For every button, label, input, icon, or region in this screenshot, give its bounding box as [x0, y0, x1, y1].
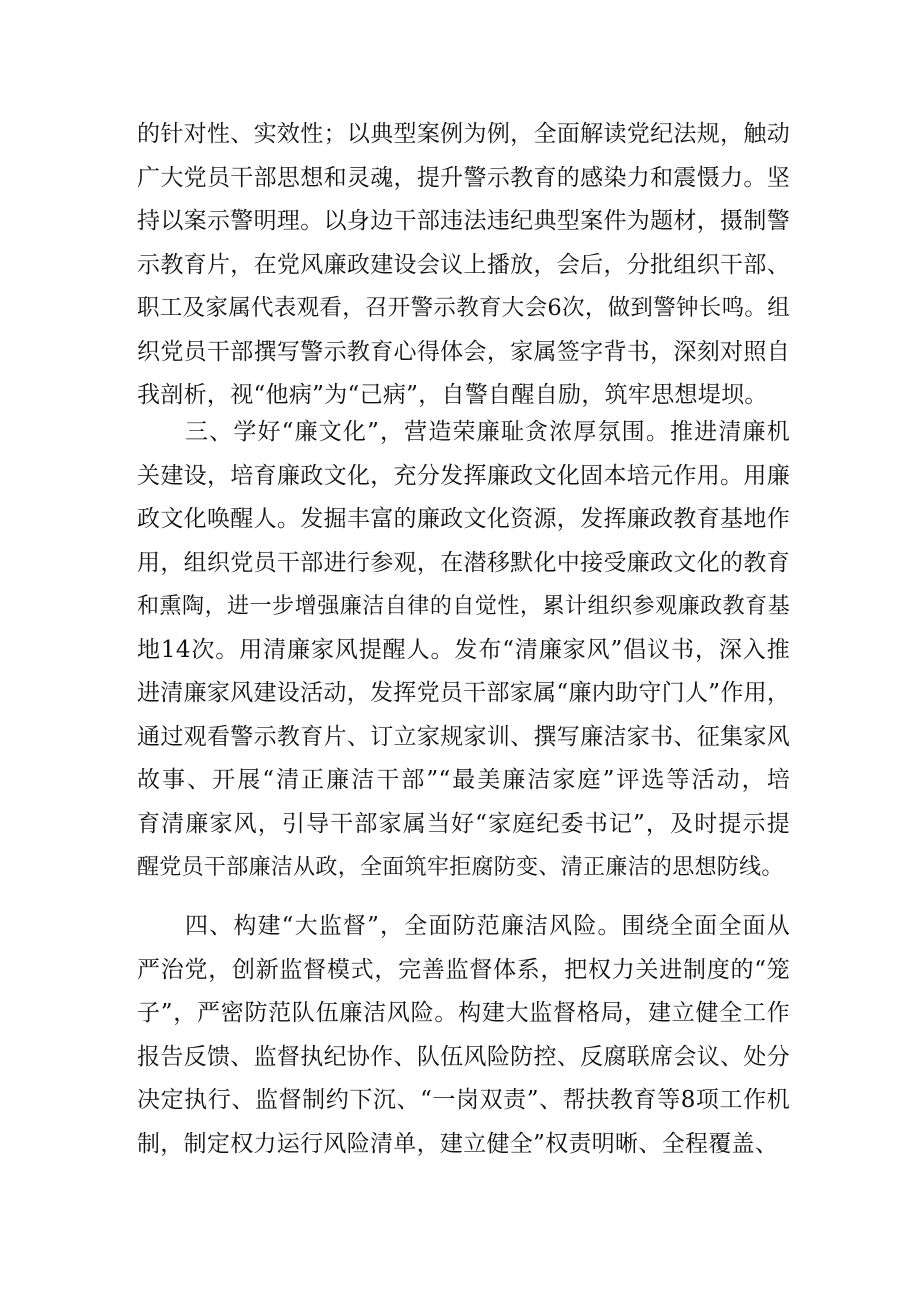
text-line: 故事、开展“清正廉洁干部”“最美廉洁家庭”评选等活动，培 [137, 767, 790, 793]
text-line: 我剖析，视“他病”为“己病”，自警自醒自励，筑牢思想堤坝。 [137, 382, 768, 408]
paragraph-warning-education [137, 113, 790, 418]
section-heading-line: 四、构建“大监督”，全面防范廉洁风险。围绕全面全面从 [185, 913, 790, 939]
section-heading-line: 三、学好“廉文化”，营造荣廉耻贪浓厚氛围。推进清廉机 [185, 419, 790, 445]
text-line: 决定执行、监督制约下沉、“一岗双责”、帮扶教育等8项工作机 [137, 1087, 790, 1113]
text-line: 严治党，创新监督模式，完善监督体系，把权力关进制度的“笼 [137, 956, 790, 983]
text-line: 通过观看警示教育片、订立家规家训、撰写廉洁家书、征集家风 [137, 723, 790, 750]
paragraph-supervision [137, 905, 790, 1166]
text-line: 子”，严密防范队伍廉洁风险。构建大监督格局，建立健全工作 [137, 1000, 790, 1026]
text-line: 示教育片，在党风廉政建设会议上播放，会后，分批组织干部、 [137, 251, 790, 278]
text-line: 育清廉家风，引导干部家属当好“家庭纪委书记”，及时提示提 [137, 810, 790, 837]
text-line: 关建设，培育廉政文化，充分发挥廉政文化固本培元作用。用廉 [137, 462, 790, 489]
text-line: 报告反馈、监督执纪协作、队伍风险防控、反腐联席会议、处分 [137, 1043, 790, 1070]
text-line: 政文化唤醒人。发掘丰富的廉政文化资源，发挥廉政教育基地作 [137, 506, 790, 532]
text-line: 地14次。用清廉家风提醒人。发布“清廉家风”倡议书，深入推 [137, 636, 790, 663]
text-line: 用，组织党员干部进行参观，在潜移默化中接受廉政文化的教育 [137, 549, 790, 576]
text-line: 广大党员干部思想和灵魂，提升警示教育的感染力和震慑力。坚 [137, 164, 790, 191]
text-line: 和熏陶，进一步增强廉洁自律的自觉性，累计组织参观廉政教育基 [137, 594, 790, 619]
text-line: 织党员干部撰写警示教育心得体会，家属签字背书，深刻对照自 [137, 338, 790, 365]
text-line: 醒党员干部廉洁从政，全面筑牢拒腐防变、清正廉洁的思想防线。 [137, 855, 784, 880]
text-line: 制，制定权力运行风险清单，建立健全”权责明晰、全程覆盖、 [137, 1130, 779, 1157]
paragraph-integrity-culture [137, 411, 790, 890]
text-line: 职工及家属代表观看，召开警示教育大会6次，做到警钟长鸣。组 [137, 295, 791, 321]
text-line: 持以案示警明理。以身边干部违法违纪典型案件为题材，摄制警 [137, 208, 790, 234]
text-line: 进清廉家风建设活动，发挥党员干部家属“廉内助守门人”作用， [137, 680, 791, 706]
text-line: 的针对性、实效性；以典型案例为例，全面解读党纪法规，触动 [137, 121, 790, 147]
